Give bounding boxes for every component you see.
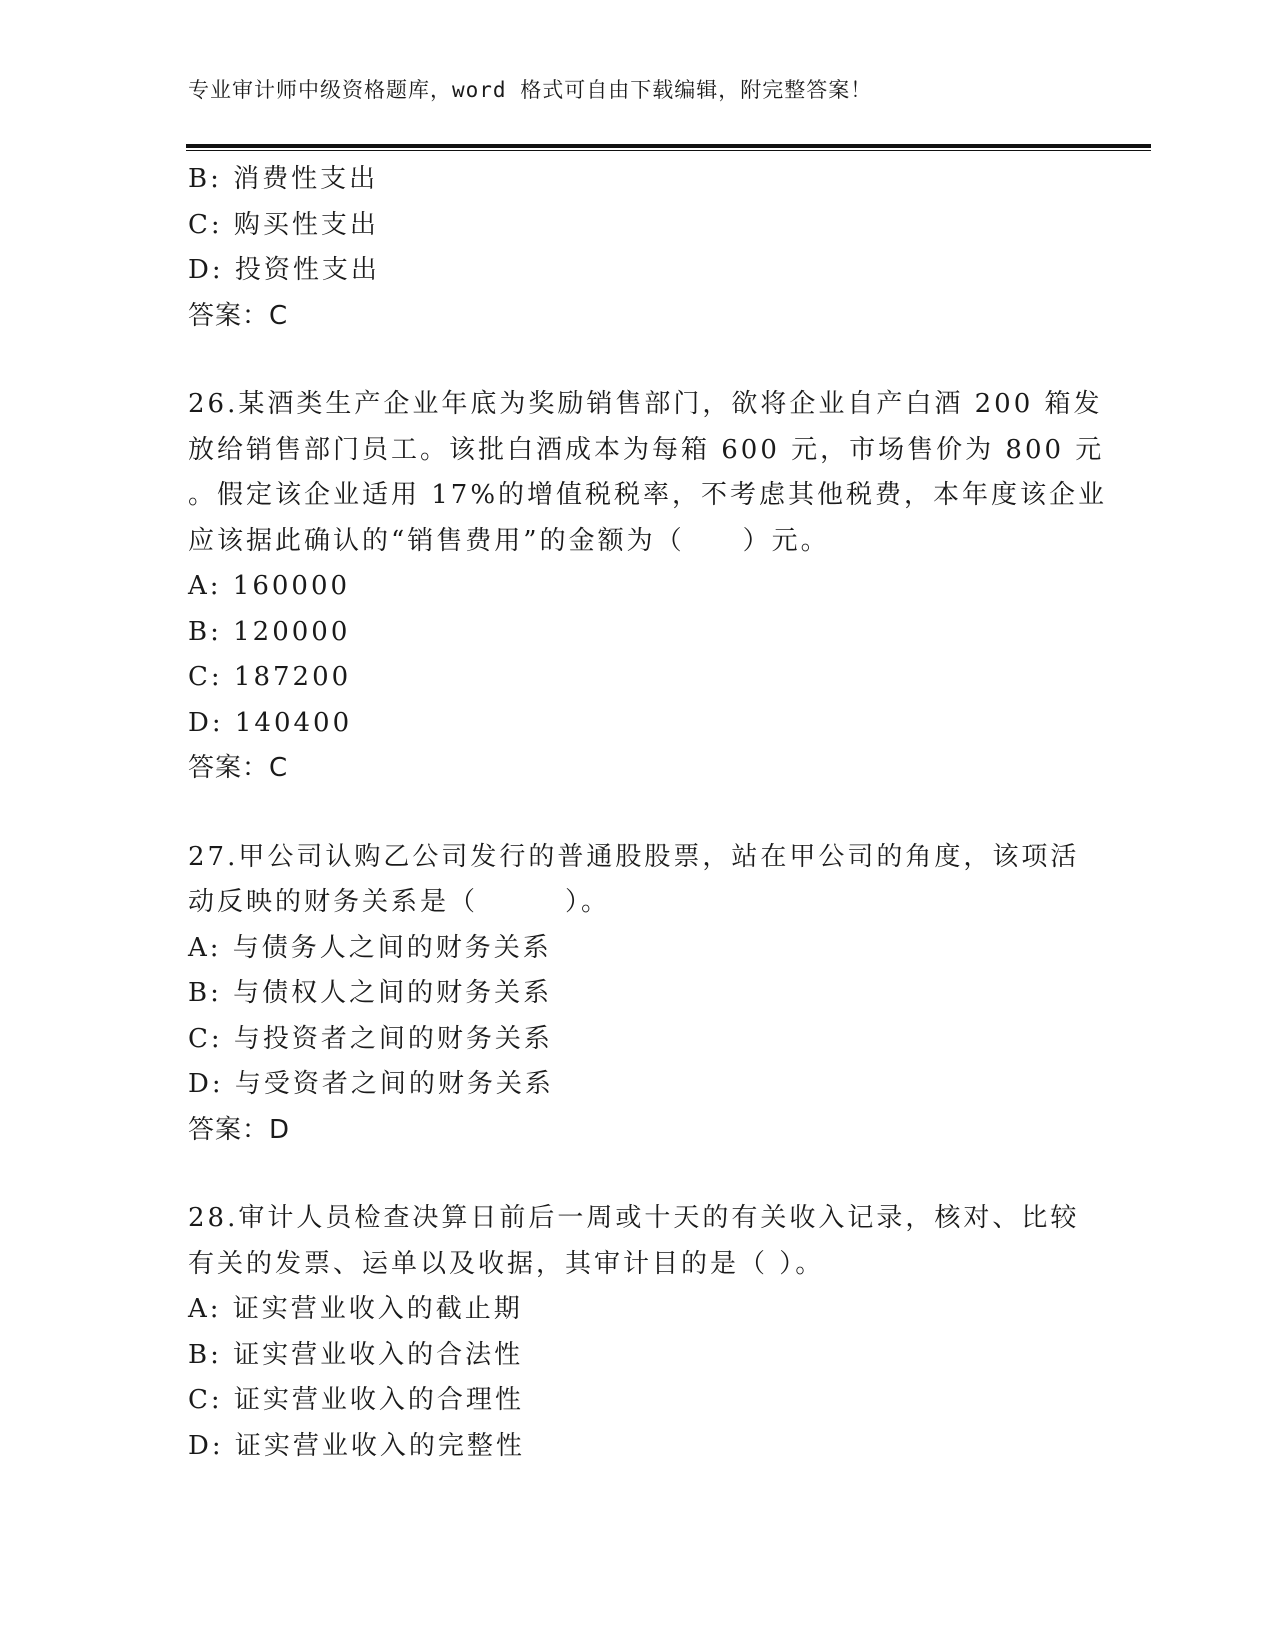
question-text-line: 26.某酒类生产企业年底为奖励销售部门，欲将企业自产白酒 200 箱发 (188, 389, 1103, 419)
option-a: A: 160000 (188, 571, 351, 601)
document-body (188, 157, 1108, 1469)
option-b: B: 120000 (188, 616, 351, 647)
option-c: C: 187200 (188, 662, 352, 692)
question-text-line: 。假定该企业适用 17%的增值税税率，不考虑其他税费，本年度该企业 (188, 480, 1108, 510)
question-text-line: 27.甲公司认购乙公司发行的普通股股票，站在甲公司的角度，该项活 (188, 841, 1080, 872)
option-c: C: 与投资者之间的财务关系 (188, 1023, 553, 1054)
option-a: A: 证实营业收入的截止期 (188, 1294, 523, 1324)
page-header: 专业审计师中级资格题库，word 格式可自由下载编辑，附完整答案！ (188, 78, 873, 102)
option-b: B: 消费性支出 (188, 164, 379, 194)
option-b: B: 与债权人之间的财务关系 (188, 978, 553, 1008)
answer-line: 答案：C (188, 753, 289, 783)
answer-line: 答案：C (188, 300, 289, 331)
prev-question (188, 157, 1088, 339)
option-b: B: 证实营业收入的合法性 (188, 1339, 524, 1370)
option-d: D: 投资性支出 (188, 255, 380, 285)
question-28 (188, 1196, 1088, 1469)
option-a: A: 与债务人之间的财务关系 (188, 932, 552, 963)
option-d: D: 证实营业收入的完整性 (188, 1430, 525, 1461)
question-text-line: 应该据此确认的“销售费用”的金额为（ ）元。 (188, 525, 830, 556)
question-text-line: 28.审计人员检查决算日前后一周或十天的有关收入记录，核对、比较 (188, 1203, 1080, 1233)
option-d: D: 140400 (188, 707, 353, 738)
question-27 (188, 835, 1088, 1154)
header-divider-thin (186, 150, 1151, 151)
option-c: C: 证实营业收入的合理性 (188, 1385, 524, 1415)
answer-line: 答案：D (188, 1114, 291, 1145)
question-text-line: 放给销售部门员工。该批白酒成本为每箱 600 元，市场售价为 800 元 (188, 434, 1105, 465)
option-c: C: 购买性支出 (188, 209, 379, 240)
question-26 (188, 382, 1108, 792)
header-divider (186, 144, 1151, 148)
question-text-line: 动反映的财务关系是（ ）。 (188, 887, 611, 917)
option-d: D: 与受资者之间的财务关系 (188, 1069, 554, 1099)
question-text-line: 有关的发票、运单以及收据，其审计目的是（ ）。 (188, 1248, 825, 1279)
